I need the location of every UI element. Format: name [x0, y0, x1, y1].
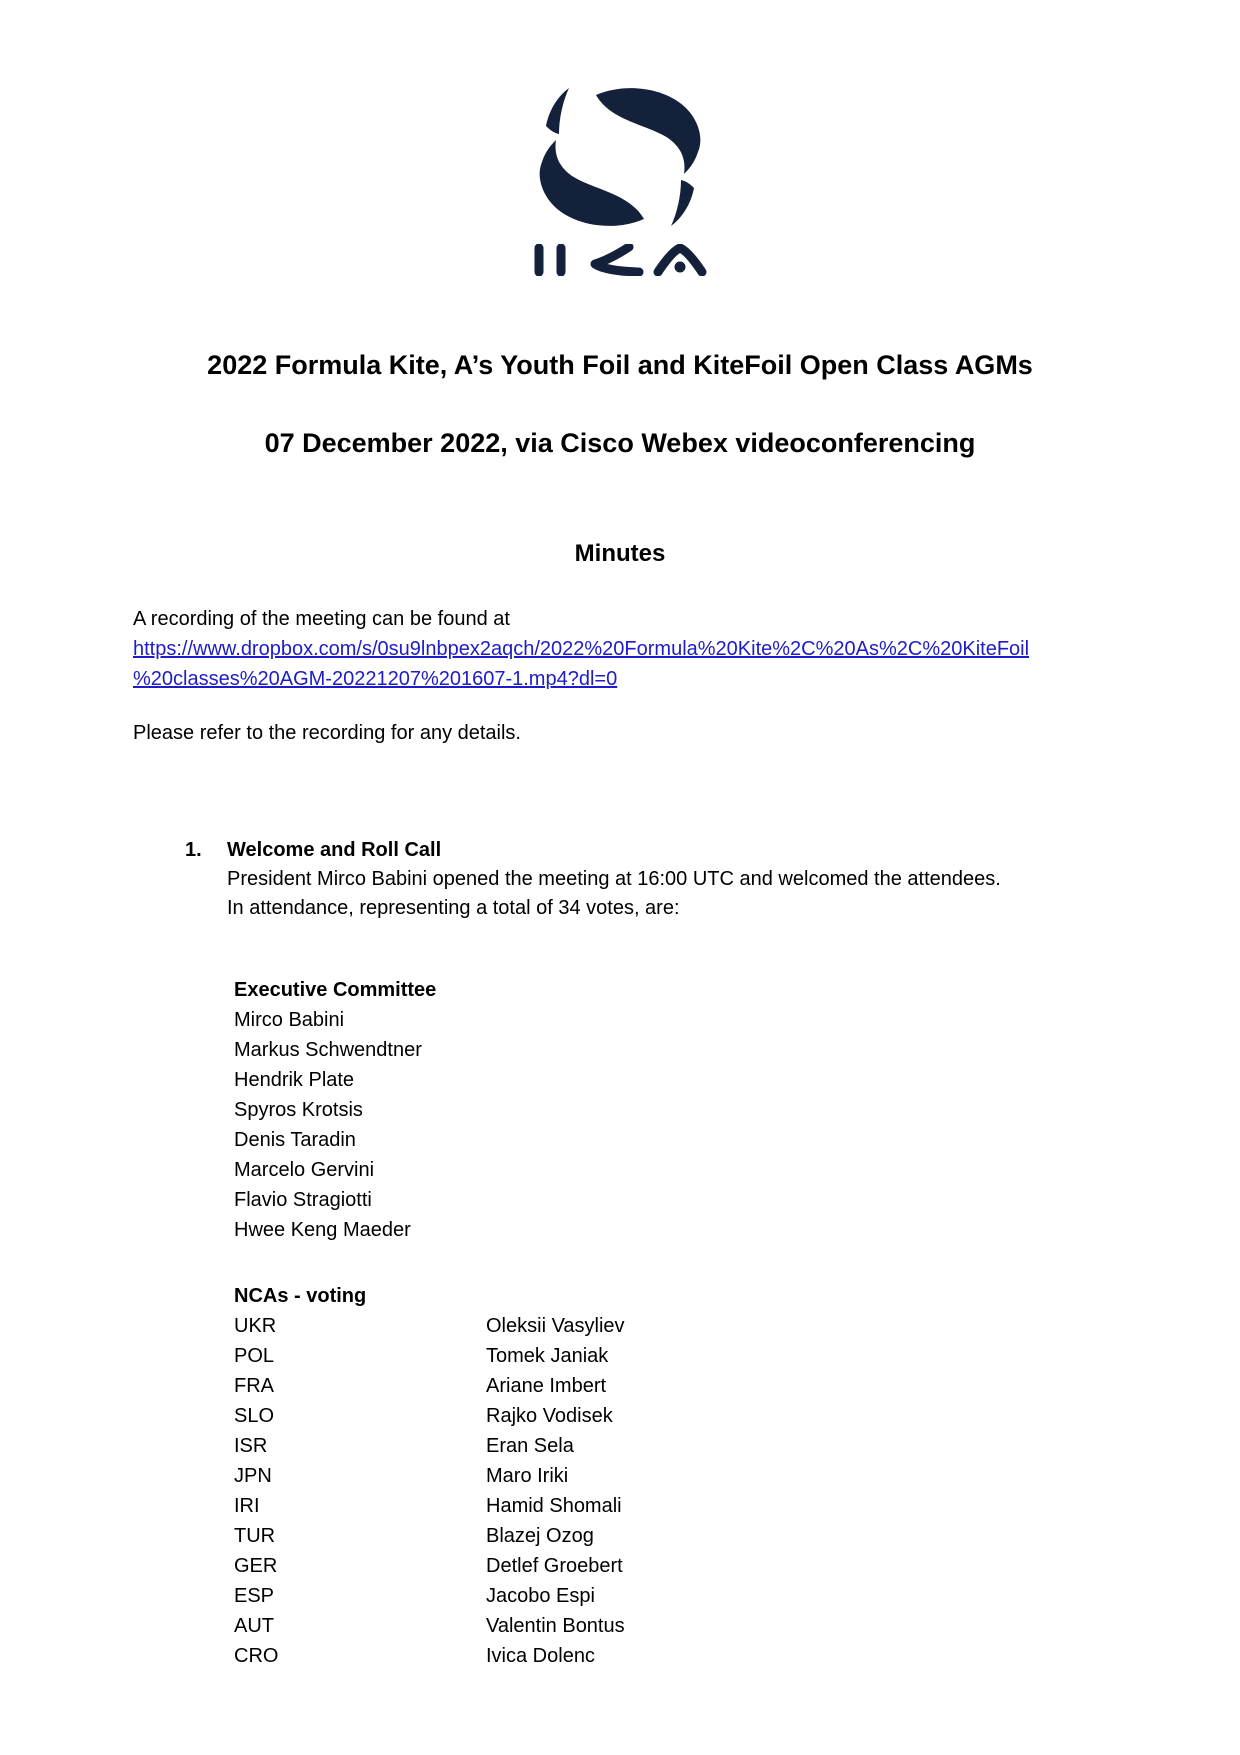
ncas-voting-heading: NCAs - voting: [234, 1285, 367, 1307]
nca-row: [234, 1431, 1107, 1461]
nca-row: [234, 1341, 1107, 1371]
ika-logo-icon: [536, 86, 704, 228]
document-subtitle: 07 December 2022, via Cisco Webex videoconferencing: [264, 428, 976, 458]
nca-delegate-name: Rajko Vodisek: [486, 1405, 613, 1427]
nca-delegate-name: Valentin Bontus: [486, 1615, 625, 1637]
nca-country-code: ISR: [234, 1435, 268, 1457]
recording-link-wrap: [133, 634, 1107, 694]
nca-delegate-name: Jacobo Espi: [486, 1585, 595, 1607]
nca-country-code: FRA: [234, 1375, 274, 1397]
executive-committee-heading: Executive Committee: [234, 979, 437, 1001]
minutes-heading: Minutes: [574, 540, 666, 567]
nca-country-code: UKR: [234, 1315, 277, 1337]
nca-delegate-name: Eran Sela: [486, 1435, 574, 1457]
nca-country-code: CRO: [234, 1645, 279, 1667]
nca-row: [234, 1311, 1107, 1341]
executive-committee-list: [234, 1005, 1107, 1245]
section-heading: [133, 836, 1107, 865]
nca-row: [234, 1641, 1107, 1671]
ika-logo: [133, 0, 1107, 276]
recording-link-line1: https://www.dropbox.com/s/0su9lnbpex2aqch/2022%20Formula%20Kite%2C%20As%2C%20KiteFoil: [133, 638, 1030, 660]
nca-delegate-name: Tomek Janiak: [486, 1345, 609, 1367]
nca-delegate-name: Ariane Imbert: [486, 1375, 607, 1397]
executive-member: Denis Taradin: [234, 1129, 356, 1151]
executive-member: Markus Schwendtner: [234, 1039, 422, 1061]
nca-row: [234, 1371, 1107, 1401]
executive-member: Hwee Keng Maeder: [234, 1219, 411, 1241]
executive-member: Marcelo Gervini: [234, 1159, 375, 1181]
document-title: 2022 Formula Kite, A’s Youth Foil and KiteFoil Open Class AGMs: [207, 350, 1033, 380]
nca-delegate-name: Blazej Ozog: [486, 1525, 594, 1547]
nca-delegate-name: Maro Iriki: [486, 1465, 569, 1487]
nca-country-code: POL: [234, 1345, 275, 1367]
section-body: [133, 865, 1107, 923]
nca-row: [234, 1401, 1107, 1431]
nca-country-code: AUT: [234, 1615, 274, 1637]
recording-intro: A recording of the meeting can be found at: [133, 608, 510, 630]
nca-delegate-name: Oleksii Vasyliev: [486, 1315, 625, 1337]
executive-member: Hendrik Plate: [234, 1069, 355, 1091]
nca-delegate-name: Detlef Groebert: [486, 1555, 623, 1577]
nca-row: [234, 1491, 1107, 1521]
nca-delegate-name: Ivica Dolenc: [486, 1645, 595, 1667]
section-paragraph-1: President Mirco Babini opened the meeting at 16:00 UTC and welcomed the attendees.: [227, 868, 1001, 890]
executive-member: Spyros Krotsis: [234, 1099, 363, 1121]
nca-country-code: GER: [234, 1555, 278, 1577]
nca-voting-table: [234, 1311, 1107, 1671]
nca-country-code: SLO: [234, 1405, 275, 1427]
roll-call-lists: [133, 975, 1107, 1671]
recording-link-line2: %20classes%20AGM-20221207%201607-1.mp4?dl=0: [133, 668, 618, 690]
nca-row: [234, 1521, 1107, 1551]
nca-row: [234, 1581, 1107, 1611]
section-number: 1.: [185, 839, 202, 861]
nca-country-code: TUR: [234, 1525, 276, 1547]
nca-row: [234, 1461, 1107, 1491]
nca-country-code: IRI: [234, 1495, 260, 1517]
recording-link[interactable]: [133, 638, 1029, 690]
section-welcome-roll-call: [133, 836, 1107, 1671]
nca-row: [234, 1611, 1107, 1641]
recording-note: Please refer to the recording for any details.: [133, 722, 521, 744]
section-heading-label: Welcome and Roll Call: [227, 839, 442, 861]
nca-country-code: JPN: [234, 1465, 272, 1487]
executive-member: Mirco Babini: [234, 1009, 345, 1031]
nca-delegate-name: Hamid Shomali: [486, 1495, 622, 1517]
wordmark-a-dot: [675, 262, 686, 273]
executive-member: Flavio Stragiotti: [234, 1189, 372, 1211]
section-paragraph-2: In attendance, representing a total of 34 votes, are:: [227, 897, 680, 919]
ika-wordmark-icon: [533, 244, 707, 276]
nca-row: [234, 1551, 1107, 1581]
nca-country-code: ESP: [234, 1585, 275, 1607]
